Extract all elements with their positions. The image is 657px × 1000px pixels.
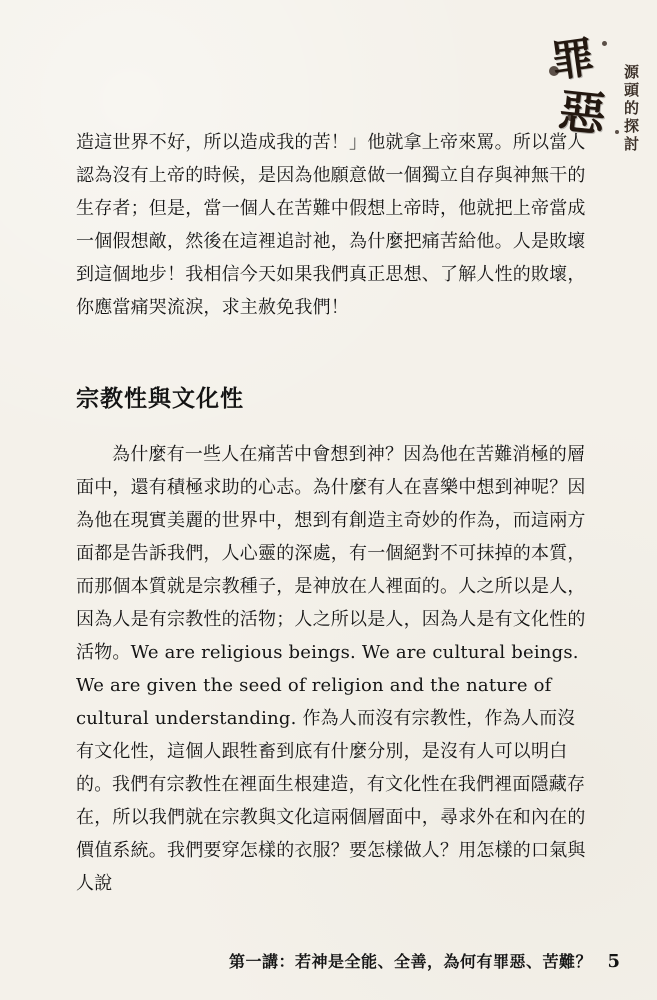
logo-subtitle (624, 64, 639, 153)
logo-character-zui: 罪 (548, 32, 598, 88)
logo-subtitle-char: 探 (623, 117, 639, 135)
body-paragraph-1: 造這世界不好，所以造成我的苦！」他就拿上帝來罵。所以當人認為沒有上帝的時候，是因為他願意做一個獨立自存與神無干的生存者；但是，當一個人在苦難中假想上帝時，他就把上帝當成一個假想敵，然後在這裡追討祂，為什麼把痛苦給他。人是敗壞到這個地步！我相信今天如果我們真正思想、了解人性的敗壞，你應當痛哭流淚，求主赦免我們！ (76, 132, 586, 318)
logo-subtitle-char: 源 (623, 63, 639, 81)
ink-splash (602, 41, 607, 46)
logo-subtitle-char: 頭 (623, 81, 639, 99)
body-paragraph-3: 我們有宗教性在裡面生根建造，有文化性在我們裡面隱藏存在，所以我們就在宗教與文化這兩個層面中，尋求外在和內在的價值系統。我們要穿怎樣的衣服？要怎樣做人？用怎樣的口氣與人說 (76, 774, 586, 894)
section-heading: 宗教性與文化性 (76, 385, 244, 412)
ink-splash (615, 130, 619, 134)
logo-subtitle-char: 的 (623, 99, 639, 117)
body-paragraph-2: 為什麼有一些人在痛苦中會想到神？因為他在苦難消極的層面中，還有積極求助的心志。為什麼有人在喜樂中想到神呢？因為他在現實美麗的世界中，想到有創造主奇妙的作為，而這兩方面都是告訴我們，人心靈的深處，有一個絕對不可抹掉的本質，而那個本質就是宗教種子，是神放在人裡面的。人之所以是人，因為人是有宗教性的活物；人之所以是人，因為人是有文化性的活物。We are religious beings. We are cultural beings. We are given the seed of religion and the nature of cultural understanding. 作為人而沒有宗教性，作為人而沒有文化性，這個人跟牲畜到底有什麼分別，是沒有人可以明白的。 (76, 444, 586, 795)
chapter-footer: 第一講：若神是全能、全善，為何有罪惡、苦難？ (229, 952, 593, 971)
logo-subtitle-char: 討 (623, 135, 639, 153)
logo-character-e: 惡 (555, 83, 609, 144)
page-number: 5 (607, 951, 620, 972)
